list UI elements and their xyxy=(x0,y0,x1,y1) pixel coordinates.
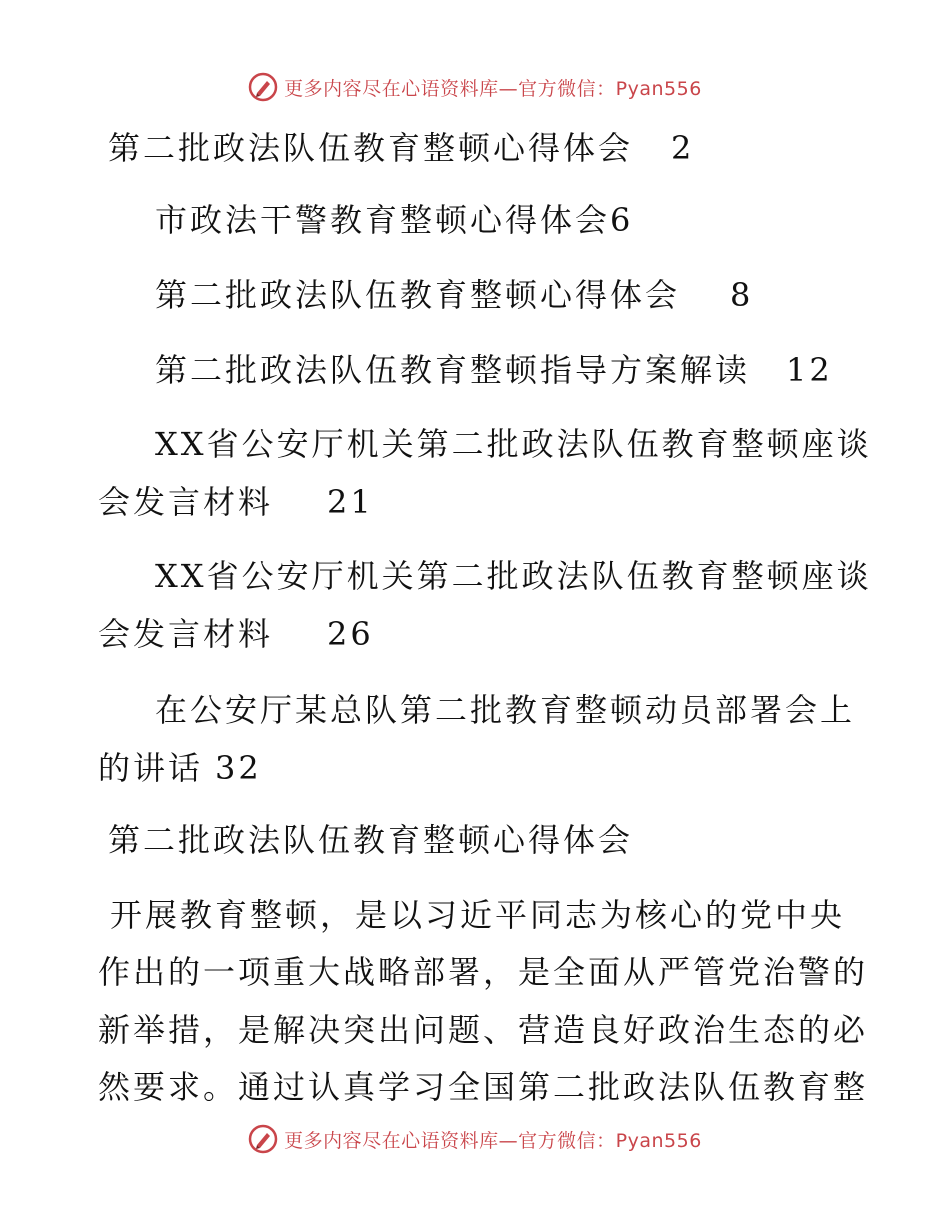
toc-entry-title: 的讲话 xyxy=(98,749,204,787)
toc-entry-page: 32 xyxy=(215,749,262,787)
toc-entry-title: 第二批政法队伍教育整顿心得体会 xyxy=(108,129,634,167)
toc-entry-line1[interactable]: XX省公安厅机关第二批政法队伍教育整顿座谈 xyxy=(155,425,872,463)
body-text-line: 然要求。通过认真学习全国第二批政法队伍教育整 xyxy=(98,1068,869,1106)
toc-entry-page: 2 xyxy=(671,129,695,167)
toc-entry[interactable] xyxy=(155,350,833,390)
body-text-line: 作出的一项重大战略部署，是全面从严管党治警的 xyxy=(98,953,869,991)
section-heading: 第二批政法队伍教育整顿心得体会 xyxy=(108,821,634,859)
body-text-line: 开展教育整顿，是以习近平同志为核心的党中央 xyxy=(110,896,846,934)
toc-entry[interactable] xyxy=(155,200,633,240)
watermark-text: 更多内容尽在心语资料库—官方微信：Pyan556 xyxy=(284,77,702,100)
toc-entry[interactable] xyxy=(155,275,753,315)
toc-entry-title: 会发言材料 xyxy=(98,483,274,521)
toc-entry-line1[interactable]: 在公安厅某总队第二批教育整顿动员部署会上 xyxy=(155,691,856,729)
toc-entry-title: 第二批政法队伍教育整顿心得体会 xyxy=(155,276,681,314)
toc-entry-title: 会发言材料 xyxy=(98,615,274,653)
toc-entry-title: 第二批政法队伍教育整顿指导方案解读 xyxy=(155,351,751,389)
toc-entry-page: 21 xyxy=(327,483,374,521)
footer-watermark xyxy=(0,1124,950,1154)
header-watermark xyxy=(0,72,950,102)
toc-entry-title: 市政法干警教育整顿心得体会 xyxy=(155,201,611,239)
watermark-text: 更多内容尽在心语资料库—官方微信：Pyan556 xyxy=(284,1129,702,1152)
toc-entry-line1[interactable]: XX省公安厅机关第二批政法队伍教育整顿座谈 xyxy=(155,557,872,595)
toc-entry-page: 26 xyxy=(327,615,374,653)
toc-entry-page: 8 xyxy=(730,276,754,314)
toc-entry-line2[interactable] xyxy=(98,748,262,788)
toc-entry-line2[interactable] xyxy=(98,482,374,522)
body-text-line: 新举措，是解决突出问题、营造良好政治生态的必 xyxy=(98,1011,869,1049)
toc-entry-page: 6 xyxy=(610,201,634,239)
toc-entry-page: 12 xyxy=(786,351,833,389)
toc-entry[interactable] xyxy=(108,128,694,168)
pen-logo-icon xyxy=(248,1124,278,1154)
pen-logo-icon xyxy=(248,72,278,102)
toc-entry-line2[interactable] xyxy=(98,614,374,654)
